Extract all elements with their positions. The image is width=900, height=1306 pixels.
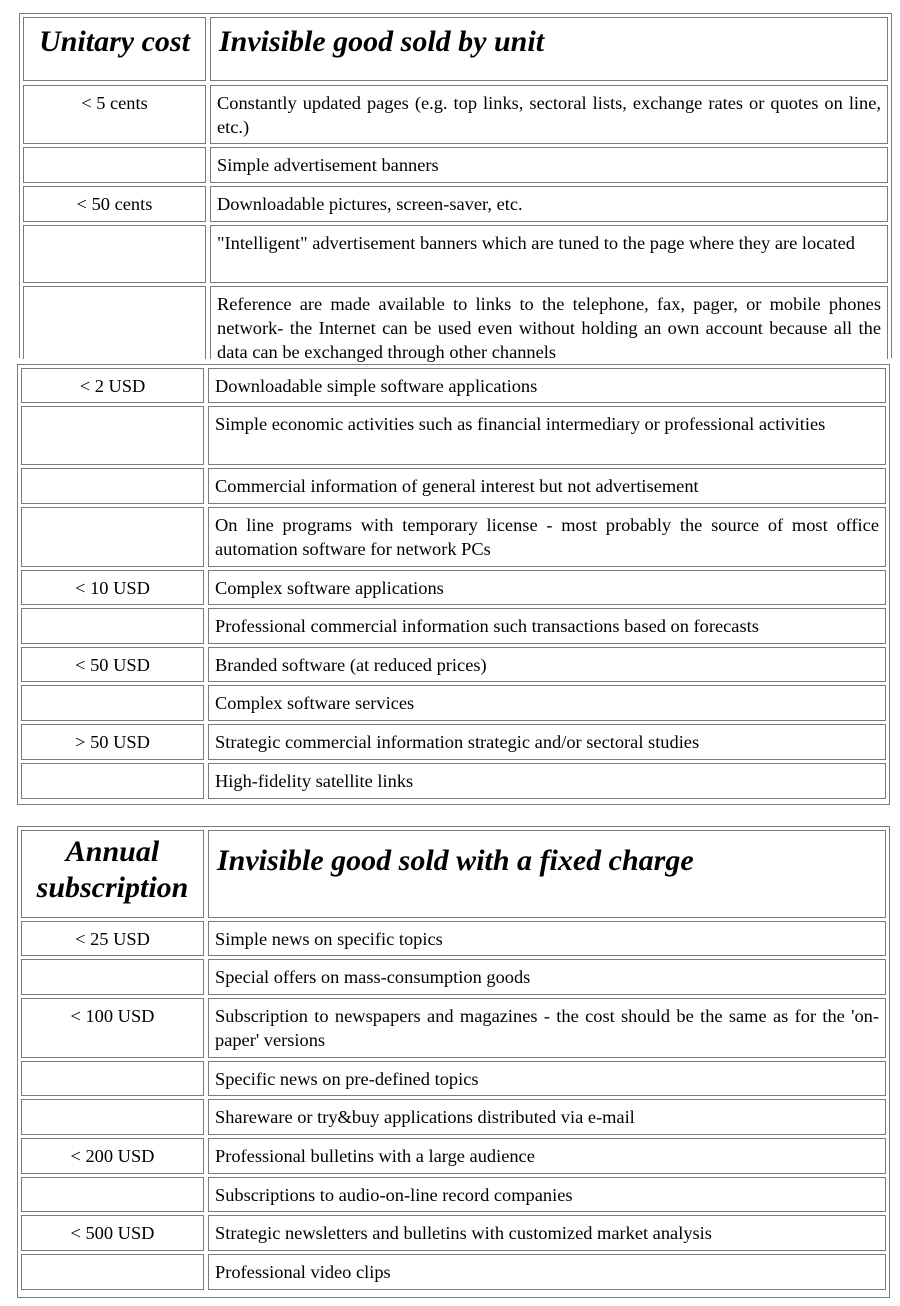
unit-cost-table <box>19 13 892 362</box>
cost-cell: < 50 USD <box>21 647 204 682</box>
table-row <box>21 763 886 799</box>
description-cell: Reference are made available to links to the telephone, fax, pager, or mobile phones network- the Internet can be used even without holding an own account because all the data can be exchanged through other channels <box>210 286 888 359</box>
description-cell: On line programs with temporary license - most probably the source of most office automation software for network PCs <box>208 507 886 567</box>
cost-cell <box>23 147 206 183</box>
header-invisible-good-by-unit: Invisible good sold by unit <box>210 17 888 81</box>
header-line-1: Annual <box>65 835 160 868</box>
cost-cell: < 500 USD <box>21 1215 204 1251</box>
cost-cell <box>21 406 204 465</box>
table-row <box>23 186 888 222</box>
table-row <box>21 998 886 1058</box>
description-cell: Branded software (at reduced prices) <box>208 647 886 682</box>
description-cell: Downloadable pictures, screen-saver, etc. <box>210 186 888 222</box>
cost-cell: < 50 cents <box>23 186 206 222</box>
description-cell: Professional commercial information such transactions based on forecasts <box>208 608 886 644</box>
description-cell: Strategic newsletters and bulletins with customized market analysis <box>208 1215 886 1251</box>
table-row <box>21 570 886 605</box>
table-header-row <box>21 830 886 918</box>
table-row <box>21 1177 886 1212</box>
table-row <box>23 225 888 283</box>
table-row <box>21 1061 886 1096</box>
table-row <box>21 1215 886 1251</box>
cost-cell: < 25 USD <box>21 921 204 956</box>
description-cell: Simple advertisement banners <box>210 147 888 183</box>
description-cell: Complex software applications <box>208 570 886 605</box>
description-cell: "Intelligent" advertisement banners which are tuned to the page where they are located <box>210 225 888 283</box>
cost-cell <box>23 225 206 283</box>
table-row <box>21 468 886 504</box>
cost-cell <box>21 763 204 799</box>
header-line-2: subscription <box>36 871 189 904</box>
unit-cost-table-continued <box>17 364 890 805</box>
cost-cell: < 10 USD <box>21 570 204 605</box>
description-cell: Professional video clips <box>208 1254 886 1290</box>
description-cell: Strategic commercial information strategic and/or sectoral studies <box>208 724 886 760</box>
cost-cell <box>21 507 204 567</box>
table-row <box>21 1138 886 1174</box>
description-cell: High-fidelity satellite links <box>208 763 886 799</box>
table-row <box>21 406 886 465</box>
table-row <box>21 685 886 721</box>
table-row <box>21 507 886 567</box>
cost-cell <box>23 286 206 359</box>
description-cell: Commercial information of general interest but not advertisement <box>208 468 886 504</box>
cost-cell: < 5 cents <box>23 85 206 144</box>
description-cell: Professional bulletins with a large audience <box>208 1138 886 1174</box>
description-cell: Special offers on mass-consumption goods <box>208 959 886 995</box>
table-header-row <box>23 17 888 81</box>
table-row <box>23 85 888 144</box>
cost-cell: > 50 USD <box>21 724 204 760</box>
cost-cell <box>21 608 204 644</box>
table-row <box>23 286 888 362</box>
table-row <box>21 608 886 644</box>
table-row <box>21 921 886 956</box>
description-cell: Simple news on specific topics <box>208 921 886 956</box>
table-row <box>21 724 886 760</box>
table-row <box>23 147 888 183</box>
table-row <box>21 1254 886 1290</box>
header-annual-subscription <box>21 830 204 918</box>
description-cell: Complex software services <box>208 685 886 721</box>
header-invisible-good-fixed-charge: Invisible good sold with a fixed charge <box>208 830 886 918</box>
cost-cell <box>21 685 204 721</box>
cost-cell <box>21 1099 204 1135</box>
table-row <box>21 959 886 995</box>
table-row <box>21 368 886 403</box>
description-cell: Subscription to newspapers and magazines - the cost should be the same as for the 'on-paper' versions <box>208 998 886 1058</box>
description-cell: Specific news on pre-defined topics <box>208 1061 886 1096</box>
table-row <box>21 647 886 682</box>
description-cell: Shareware or try&buy applications distributed via e-mail <box>208 1099 886 1135</box>
cost-cell: < 100 USD <box>21 998 204 1058</box>
cost-cell: < 2 USD <box>21 368 204 403</box>
annual-subscription-table <box>17 826 890 1298</box>
header-unitary-cost: Unitary cost <box>23 17 206 81</box>
cost-cell <box>21 1254 204 1290</box>
description-cell: Subscriptions to audio-on-line record companies <box>208 1177 886 1212</box>
description-cell: Constantly updated pages (e.g. top links, sectoral lists, exchange rates or quotes on line, etc.) <box>210 85 888 144</box>
cost-cell <box>21 468 204 504</box>
table-row <box>21 1099 886 1135</box>
cost-cell <box>21 1177 204 1212</box>
cost-cell <box>21 959 204 995</box>
description-cell: Simple economic activities such as financial intermediary or professional activities <box>208 406 886 465</box>
cost-cell: < 200 USD <box>21 1138 204 1174</box>
description-cell: Downloadable simple software applications <box>208 368 886 403</box>
cost-cell <box>21 1061 204 1096</box>
